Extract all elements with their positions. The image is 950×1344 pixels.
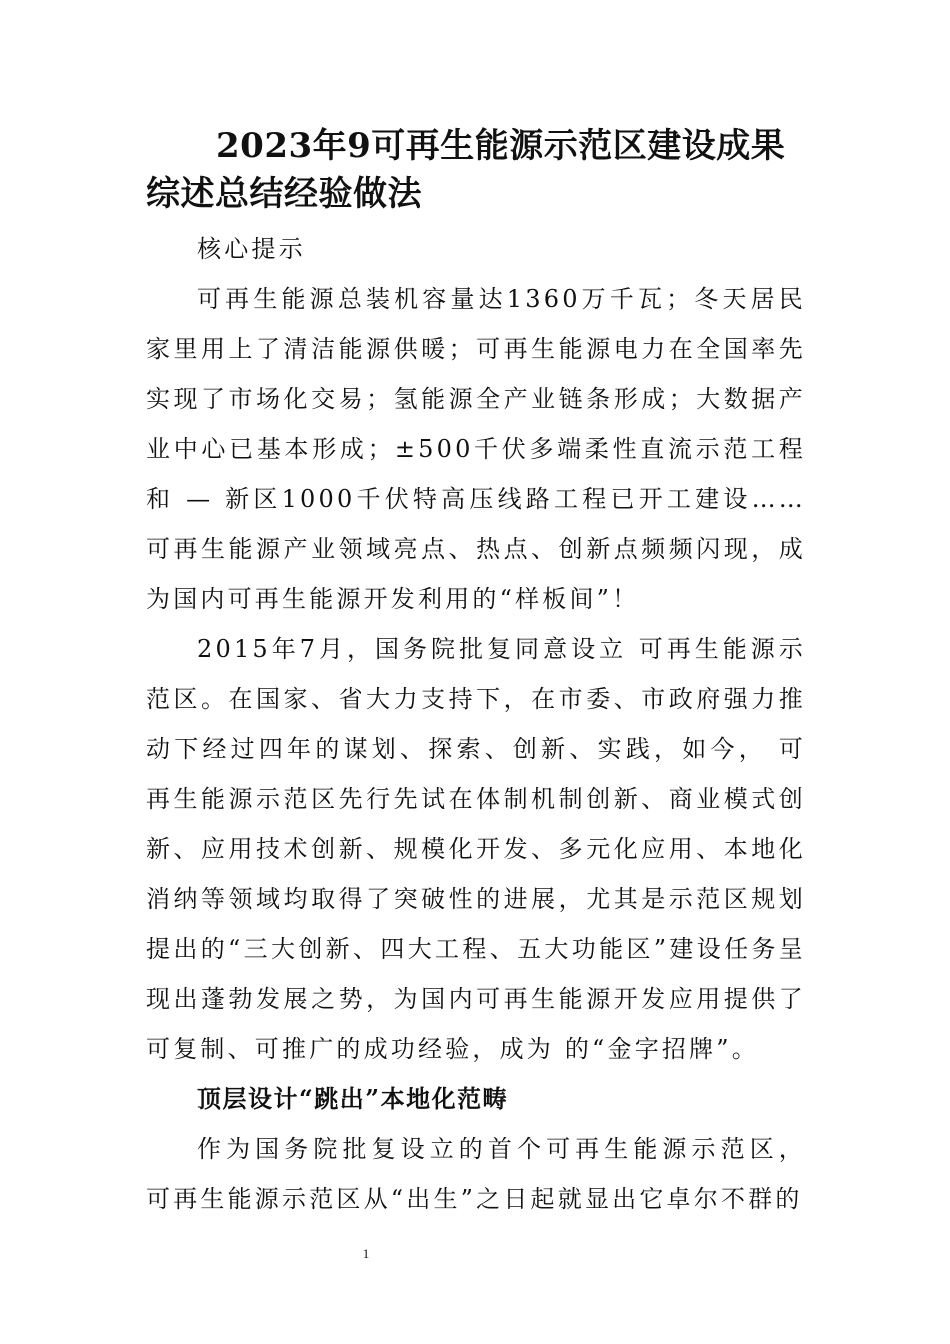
section-heading: 顶层设计“跳出”本地化范畴 — [197, 1084, 509, 1113]
document-title: 2023年9可再生能源示范区建设成果综述总结经验做法 — [146, 126, 786, 214]
summary-paragraph: 可再生能源总装机容量达1360万千瓦；冬天居民家里用上了清洁能源供暖；可再生能源电力在全国率先实现了市场化交易；氢能源全产业链条形成；大数据产业中心已基本形成；±500千伏多端柔性直流示范工程和 — 新区1000千伏特高压线路工程已开工建设…… 可再生能源产业领域亮点、热点、创新点频频闪现，成为国内可再生能源开发利用的“样板间”！ — [146, 285, 806, 613]
page-number: 1 — [362, 1246, 370, 1261]
section-paragraph: 作为国务院批复设立的首个可再生能源示范区， 可再生能源示范区从“出生”之日起就显出它卓尔不群的 — [146, 1135, 806, 1213]
background-paragraph: 2015年7月，国务院批复同意设立 可再生能源示范区。在国家、省大力支持下，在市委、市政府强力推动下经过四年的谋划、探索、创新、实践，如今， 可再生能源示范区先行先试在体制机制创新、商业模式创新、应用技术创新、规模化开发、多元化应用、本地化消纳等领域均取得了突破性的进展，尤其是示范区规划提出的“三大创新、四大工程、五大功能区”建设任务呈现出蓬勃发展之势，为国内可再生能源开发应用提供了可复制、可推广的成功经验，成为 的“金字招牌”。 — [146, 635, 806, 1063]
document-body — [146, 122, 806, 1224]
core-summary-label: 核心提示 — [197, 235, 306, 263]
